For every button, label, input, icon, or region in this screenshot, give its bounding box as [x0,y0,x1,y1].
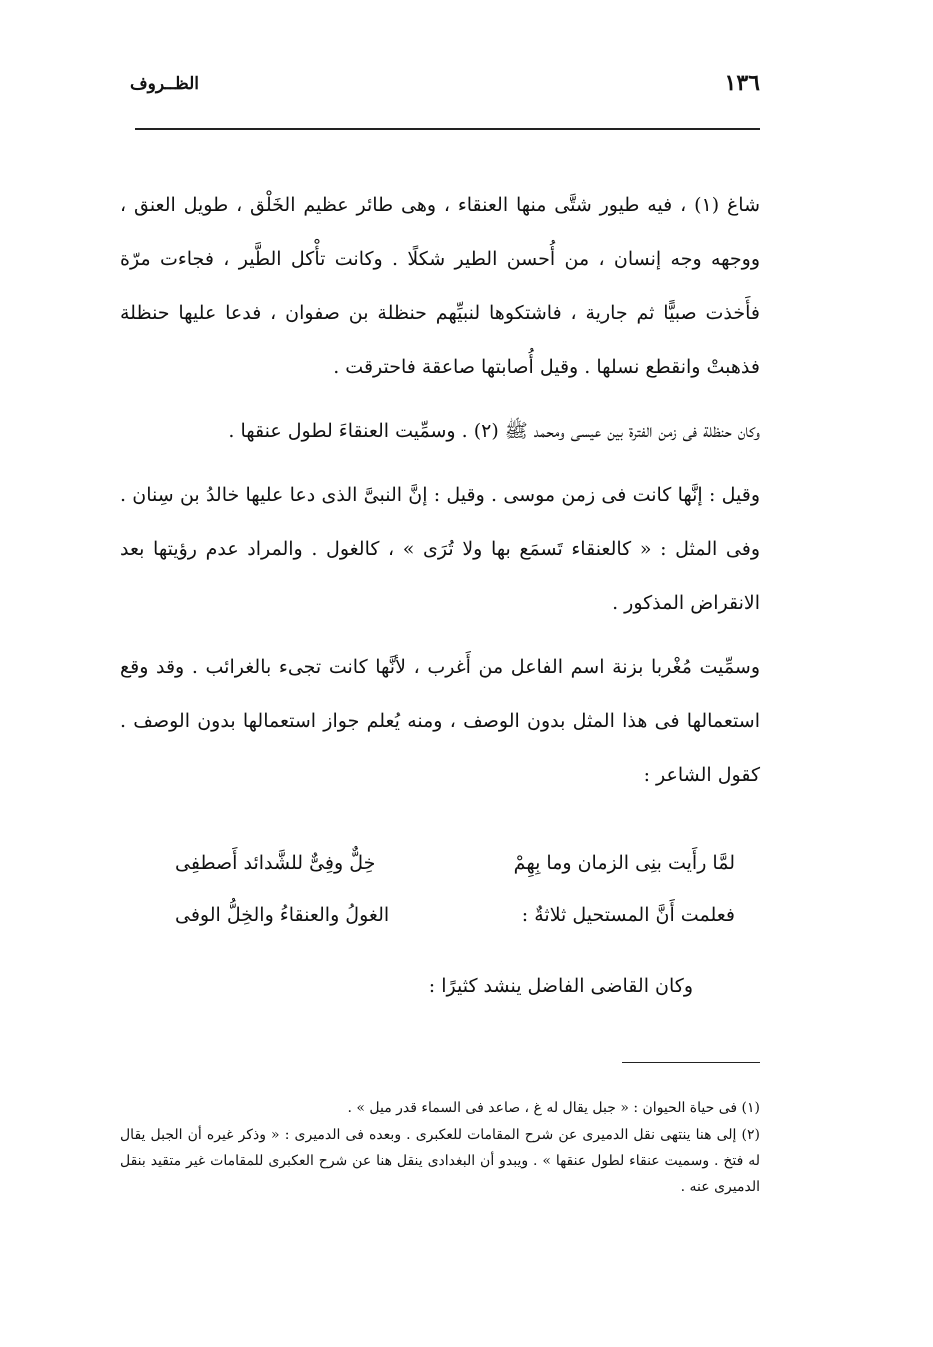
verse-2-first-hemistich: فعلمت أَنَّ المستحيل ثلاثةٌ : [521,904,735,926]
footnote-2: (٢) إلى هنا ينتهى نقل الدميرى عن شرح المقامات للعكبرى . وبعده فى الدميرى : « وذكر غيره أن الجبل يقال له فتخ . وسميت عنقاء لطول عنقها » . ويبدو أن البغدادى ينقل هنا عن شرح العكبرى للمقامات غير متقيد بنقل الدميرى عنه . [120,1127,760,1195]
verse-2-second-hemistich: الغولُ والعنقاءُ والخِلُّ الوفى [175,904,390,926]
paragraph-1: شاغ (١) ، فيه طيور شتَّى منها العنقاء ، وهى طائر عظيم الخَلْق ، طويل العنق ، ووجهه وجه إنسان ، من أُحسن الطير شكلًا . وكانت تأْكل الطَّير ، فجاءت مرّة فأَخذت صبيًّا ثم جارية ، فاشتكوها لنبيِّهم حنظلة بن صفوان ، فدعا عليها حنظلة فذهبتْ وانقطع نسلها . وقيل أُصابتها صاعقة فاحترقت . [120,194,760,378]
footnotes [120,1095,760,1201]
header-rule [135,128,760,130]
paragraph-2: وكان حنظلة فى زمن الفترة بين عيسى ومحمد ﷺ (٢) . وسمِّيت العنقاءَ لطول عنقها . [228,420,760,442]
closing-line: وكان القاضى الفاضل ينشد كثيرًا : [428,975,693,997]
poem-verse-1 [175,852,735,904]
paragraph-4: وسمِّيت مُغْربا بزنة اسم الفاعل من أَغرب ، لأنَّها كانت تجىء بالغرائب . وقد وقع استعمالها فى هذا المثل بدون الوصف ، ومنه يُعلم جواز استعمالها بدون الوصف . كقول الشاعر : [120,656,760,786]
verse-1-first-hemistich: لمَّا رأَيت بنِى الزمان وما بِهِمْ [513,852,735,874]
verse-1-second-hemistich: خِلٌّ وفِىٌّ للشَّدائد أَصطفِى [175,852,376,874]
page-number: ١٣٦ [724,70,760,96]
body-text [120,178,760,802]
running-title: الظــروف [130,74,200,94]
paragraph-3: وقيل : إنَّها كانت فى زمن موسى . وقيل : إنَّ النبىَّ الذى دعا عليها خالدُ بن سِنان . وفى المثل : « كالعنقاء تَسمَع بها ولا تُرَى » ، كالغول . والمراد عدم رؤيتها بعد الانقراض المذكور . [120,484,760,614]
footnote-rule [622,1062,760,1063]
footnote-1: (١) فى حياة الحيوان : « جبل يقال له غ ، صاعد فى السماء قدر ميل » . [347,1100,760,1116]
poem [175,852,735,956]
page-header [130,70,760,110]
poem-verse-2 [175,904,735,956]
